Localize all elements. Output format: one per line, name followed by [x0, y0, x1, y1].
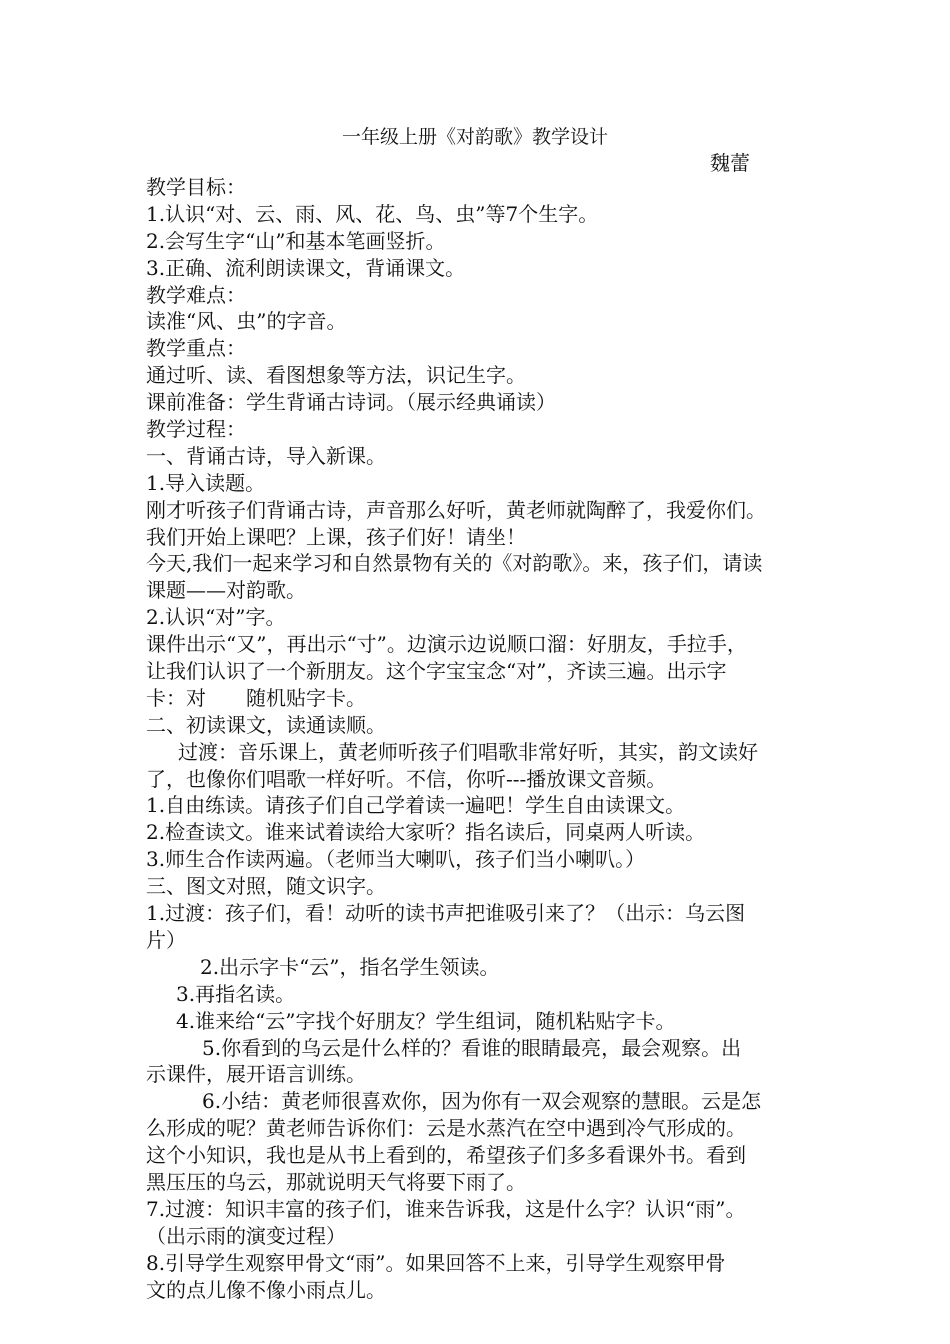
document-author: 魏蕾 [710, 151, 750, 175]
document-body [146, 174, 826, 1303]
text-line: 三、图文对照，随文识字。 [146, 874, 386, 899]
text-line: 4.谁来给“云”字找个好朋友？学生组词，随机粘贴字卡。 [176, 1008, 676, 1033]
text-line: 文的点儿像不像小雨点儿。 [146, 1277, 386, 1302]
text-line: 2.会写生字“山”和基本笔画竖折。 [146, 228, 446, 253]
text-line: 课题——对韵歌。 [146, 578, 306, 603]
section-heading: 教学难点： [146, 282, 246, 307]
text-line: 读准“风、虫”的字音。 [146, 309, 347, 334]
section-heading: 教学目标： [146, 175, 246, 199]
text-line: 片） [146, 927, 186, 952]
section-heading: 教学重点： [146, 336, 246, 361]
section-heading: 教学过程： [146, 417, 246, 442]
text-line: 2.出示字卡“云”，指名学生领读。 [200, 954, 500, 979]
text-line: 1.认识“对、云、雨、风、花、鸟、虫”等7个生字。 [146, 201, 599, 226]
text-line: （出示雨的演变过程） [146, 1223, 346, 1248]
text-line: 示课件，展开语言训练。 [146, 1062, 366, 1087]
text-line: 7.过渡：知识丰富的孩子们，谁来告诉我，这是什么字？认识“雨”。 [146, 1196, 746, 1221]
text-line: 二、初读课文，读通读顺。 [146, 712, 386, 737]
text-line: 今天,我们一起来学习和自然景物有关的《对韵歌》。来，孩子们，请读 [146, 551, 763, 576]
text-line: 2.认识“对”字。 [146, 605, 286, 630]
text-line: 黑压压的乌云，那就说明天气将要下雨了。 [146, 1169, 526, 1194]
text-line: 课前准备：学生背诵古诗词。（展示经典诵读） [146, 390, 556, 415]
text-line: 3.正确、流利朗读课文，背诵课文。 [146, 255, 466, 280]
text-line: 2.检查读文。谁来试着读给大家听？指名读后，同桌两人听读。 [146, 820, 706, 845]
text-line: 过渡：音乐课上，黄老师听孩子们唱歌非常好听，其实，韵文读好 [178, 739, 758, 764]
text-line: 刚才听孩子们背诵古诗，声音那么好听，黄老师就陶醉了，我爱你们。 [146, 497, 766, 522]
text-line: 5.你看到的乌云是什么样的？看谁的眼睛最亮，最会观察。出 [202, 1035, 742, 1060]
text-line: 么形成的呢？黄老师告诉你们：云是水蒸汽在空中遇到冷气形成的。 [146, 1116, 746, 1141]
text-line: 让我们认识了一个新朋友。这个字宝宝念“对”，齐读三遍。出示字 [146, 659, 727, 684]
text-line: 6.小结：黄老师很喜欢你，因为你有一双会观察的慧眼。云是怎 [202, 1089, 762, 1114]
text-line: 一、背诵古诗，导入新课。 [146, 443, 386, 468]
text-line: 卡：对 随机贴字卡。 [146, 685, 366, 710]
text-line: 1.过渡：孩子们，看！动听的读书声把谁吸引来了？（出示：乌云图 [146, 901, 746, 926]
text-line: 这个小知识，我也是从书上看到的，希望孩子们多多看课外书。看到 [146, 1143, 746, 1168]
text-line: 1.自由练读。请孩子们自己学着读一遍吧！学生自由读课文。 [146, 793, 686, 818]
text-line: 我们开始上课吧？上课，孩子们好！请坐！ [146, 524, 526, 549]
text-line: 8.引导学生观察甲骨文“雨”。如果回答不上来，引导学生观察甲骨 [146, 1250, 726, 1275]
text-line: 了，也像你们唱歌一样好听。不信，你听---播放课文音频。 [146, 766, 667, 791]
text-line: 3.再指名读。 [176, 981, 296, 1006]
text-line: 通过听、读、看图想象等方法，识记生字。 [146, 363, 526, 388]
text-line: 1.导入读题。 [146, 470, 266, 495]
text-line: 3.师生合作读两遍。（老师当大喇叭，孩子们当小喇叭。） [146, 847, 646, 872]
document-title: 一年级上册《对韵歌》教学设计 [341, 126, 608, 148]
text-line: 课件出示“又”，再出示“寸”。边演示边说顺口溜：好朋友，手拉手， [146, 632, 747, 657]
